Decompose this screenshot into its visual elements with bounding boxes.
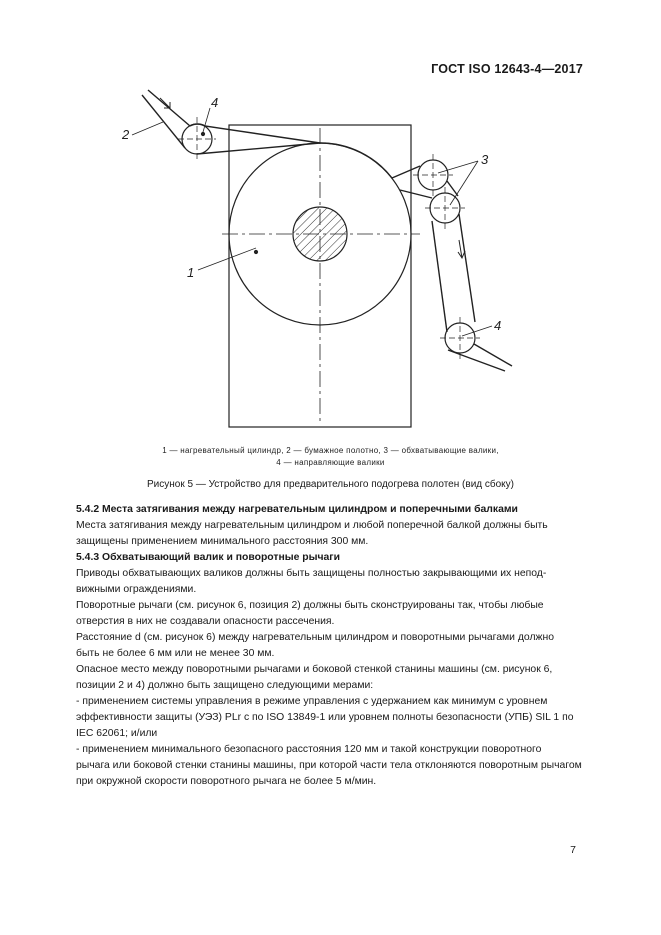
paragraph-line: при окружной скорости поворотного рычага не более 5 м/мин. (76, 776, 377, 787)
label-guide-roller-bottom: 4 (494, 318, 502, 333)
section-5-4-2 (76, 502, 584, 550)
paragraph-line: вижными ограждениями. (76, 584, 197, 595)
label-paper-web: 2 (122, 127, 130, 142)
figure-caption: Рисунок 5 — Устройство для предварительного подогрева полотен (вид сбоку) (146, 479, 514, 490)
paragraph-line: Опасное место между поворотными рычагами и боковой стенкой станины машины (см. рисунок 6, (76, 664, 553, 675)
paragraph-line: позиции 2 и 4) должно быть защищено следующими мерами: (76, 680, 374, 691)
document-header: ГОСТ ISO 12643-4—2017 (431, 62, 583, 76)
paragraph-line: Приводы обхватывающих валиков должны быть защищены полностью закрывающими их непод- (76, 568, 547, 579)
paragraph-line: IEC 62061; и/или (76, 728, 158, 739)
paragraph-line: рычага или боковой стенки станины машины, при которой части тела отклоняются поворотным рычагом (76, 760, 582, 771)
paragraph-line: защищены применением минимального расстояния 300 мм. (76, 536, 369, 547)
label-wrap-rollers: 3 (481, 152, 489, 167)
paragraph-line: Расстояние d (см. рисунок 6) между нагревательным цилиндром и поворотными рычагами должно (76, 632, 554, 643)
paragraph-line: - применением минимального безопасного расстояния 120 мм и такой конструкции поворотного (76, 744, 542, 755)
bullet-item (76, 742, 584, 790)
figure-legend-line2: 4 — направляющие валики (276, 458, 385, 467)
paragraph-line: быть не более 6 мм или не менее 30 мм. (76, 648, 275, 659)
label-heating-cylinder: 1 (187, 265, 195, 280)
paragraph-line: отверстия в них не создавали опасности рассечения. (76, 616, 335, 627)
heading-5-4-2: 5.4.2 Места затягивания между нагревательным цилиндром и поперечными балками (76, 504, 518, 515)
paragraph-line: эффективности защиты (УЭЗ) PLr c по ISO 13849-1 или уровнем полноты безопасности (УПБ) SIL 1 по (76, 712, 574, 723)
paragraph-line: Поворотные рычаги (см. рисунок 6, позиция 2) должны быть сконструированы так, чтобы любые (76, 600, 544, 611)
paragraph-line: Места затягивания между нагревательным цилиндром и любой поперечной балкой должны быть (76, 520, 548, 531)
heading-5-4-3: 5.4.3 Обхватывающий валик и поворотные рычаги (76, 552, 341, 563)
page-number: 7 (570, 844, 576, 856)
label-guide-roller-top: 4 (211, 95, 219, 110)
figure-legend-line1: 1 — нагревательный цилиндр, 2 — бумажное полотно, 3 — обхватывающие валики, (162, 446, 499, 455)
bullet-item (76, 694, 584, 742)
section-5-4-3 (76, 550, 584, 790)
paragraph-line: - применением системы управления в режиме управления с удержанием как минимум с уровнем (76, 696, 548, 707)
